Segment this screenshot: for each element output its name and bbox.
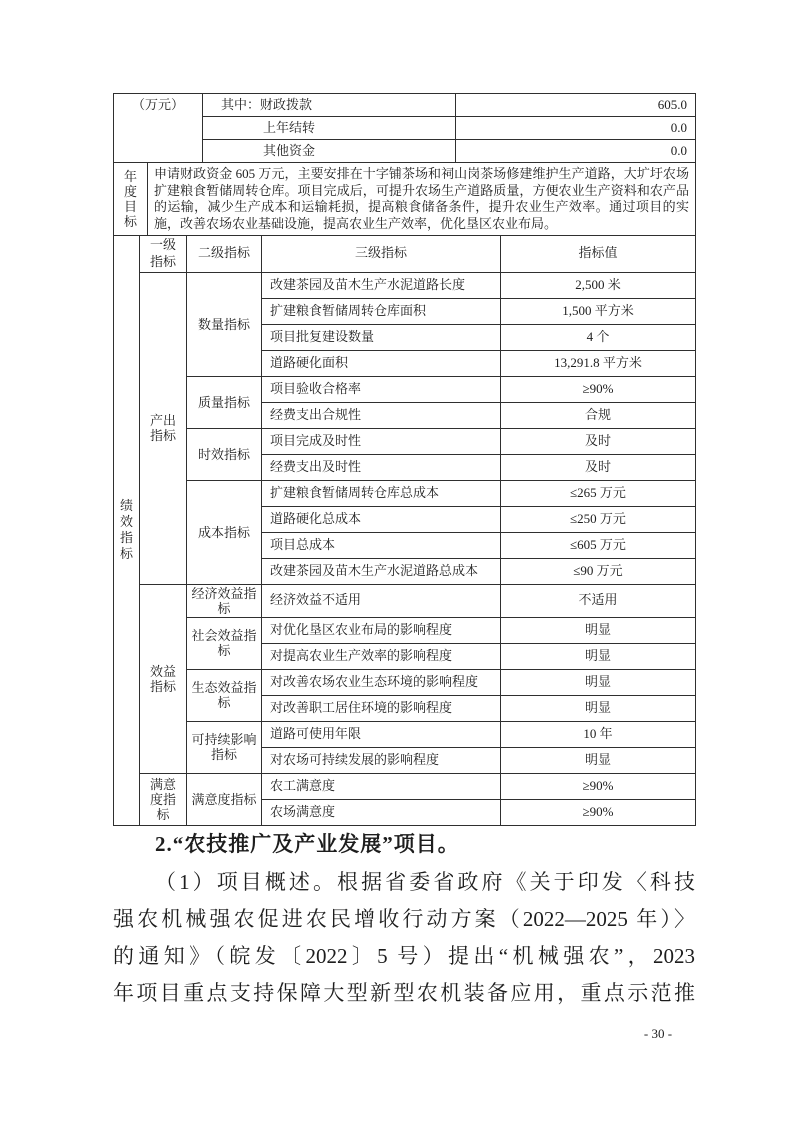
level3-indicator-cell: 扩建粮食暂储周转仓库面积 — [262, 298, 501, 324]
performance-header-cell: 指标值 — [501, 236, 696, 273]
performance-header-cell: 一级指标 — [140, 236, 187, 273]
funding-row-label: 其他资金 — [203, 140, 456, 163]
performance-table-body — [114, 236, 696, 826]
performance-header-row — [114, 236, 696, 273]
funding-row-value: 605.0 — [456, 94, 696, 117]
level3-indicator-cell: 道路可使用年限 — [262, 721, 501, 747]
indicator-row — [114, 669, 696, 695]
performance-header-cell: 二级指标 — [187, 236, 262, 273]
indicator-value-cell: 10 年 — [501, 721, 696, 747]
indicator-value-cell: 2,500 米 — [501, 272, 696, 298]
indicator-value-cell: 明显 — [501, 617, 696, 643]
level1-indicator-cell: 产出指标 — [140, 272, 187, 584]
indicator-row — [114, 272, 696, 298]
funding-row-label: 上年结转 — [203, 117, 456, 140]
funding-row-label: 其中：财政拨款 — [203, 94, 456, 117]
indicator-value-cell: 明显 — [501, 669, 696, 695]
level2-indicator-cell: 满意度指标 — [187, 773, 262, 825]
level3-indicator-cell: 对改善农场农业生态环境的影响程度 — [262, 669, 501, 695]
level2-indicator-cell: 可持续影响指标 — [187, 721, 262, 773]
indicator-value-cell: ≤90 万元 — [501, 558, 696, 584]
paragraph-line: 年项目重点支持保障大型新型农机装备应用，重点示范推 — [113, 981, 695, 1005]
level2-indicator-cell: 数量指标 — [187, 272, 262, 376]
level2-indicator-cell: 生态效益指标 — [187, 669, 262, 721]
paragraph-line: 的通知》（皖发〔2022〕5 号）提出“机械强农”，2023 — [113, 944, 695, 968]
indicator-row — [114, 773, 696, 799]
indicator-value-cell: ≤265 万元 — [501, 480, 696, 506]
annual-goal-table — [113, 162, 696, 236]
annual-goal-text: 申请财政资金 605 万元，主要安排在十字铺茶场和祠山岗茶场修建维护生产道路，大圹圩农场扩建粮食暂储周转仓库。项目完成后，可提升农场生产道路质量，方便农业生产资料和农产品的运输，减少生产成本和运输耗损，提高粮食储备条件，提升农业生产效率。通过项目的实施，改善农场农业基础设施，提高农业生产效率，优化垦区农业布局。 — [148, 163, 696, 236]
indicator-row — [114, 480, 696, 506]
indicator-row — [114, 584, 696, 617]
indicator-row — [114, 721, 696, 747]
body-text-section — [113, 824, 695, 1012]
level3-indicator-cell: 农工满意度 — [262, 773, 501, 799]
level2-indicator-cell: 时效指标 — [187, 428, 262, 480]
performance-table — [113, 235, 696, 826]
paragraph-line: 强农机械强农促进农民增收行动方案（2022—2025 年）〉 — [113, 907, 695, 931]
level3-indicator-cell: 扩建粮食暂储周转仓库总成本 — [262, 480, 501, 506]
indicator-value-cell: 及时 — [501, 454, 696, 480]
indicator-row — [114, 617, 696, 643]
indicator-value-cell: 及时 — [501, 428, 696, 454]
level3-indicator-cell: 对优化垦区农业布局的影响程度 — [262, 617, 501, 643]
performance-side-label: 绩 效 指 标 — [114, 236, 140, 826]
indicator-value-cell: ≤605 万元 — [501, 532, 696, 558]
level3-indicator-cell: 改建茶园及苗木生产水泥道路长度 — [262, 272, 501, 298]
level3-indicator-cell: 经费支出合规性 — [262, 402, 501, 428]
level3-indicator-cell: 项目完成及时性 — [262, 428, 501, 454]
indicator-value-cell: 不适用 — [501, 584, 696, 617]
annual-goal-row — [114, 163, 696, 236]
performance-header-cell: 三级指标 — [262, 236, 501, 273]
page-number: - 30 - — [643, 1026, 673, 1041]
funding-row-value: 0.0 — [456, 140, 696, 163]
level2-indicator-cell: 成本指标 — [187, 480, 262, 584]
indicator-value-cell: ≤250 万元 — [501, 506, 696, 532]
funding-row — [114, 94, 696, 117]
level2-indicator-cell: 经济效益指标 — [187, 584, 262, 617]
level3-indicator-cell: 对农场可持续发展的影响程度 — [262, 747, 501, 773]
body-paragraph — [113, 864, 695, 1012]
level3-indicator-cell: 农场满意度 — [262, 799, 501, 825]
level3-indicator-cell: 道路硬化总成本 — [262, 506, 501, 532]
level3-indicator-cell: 项目批复建设数量 — [262, 324, 501, 350]
level3-indicator-cell: 道路硬化面积 — [262, 350, 501, 376]
level2-indicator-cell: 社会效益指标 — [187, 617, 262, 669]
indicator-row — [114, 376, 696, 402]
document-content — [113, 93, 695, 826]
funding-table-body — [114, 94, 696, 163]
indicator-value-cell: 4 个 — [501, 324, 696, 350]
indicator-row — [114, 428, 696, 454]
indicator-value-cell: ≥90% — [501, 376, 696, 402]
indicator-value-cell: 13,291.8 平方米 — [501, 350, 696, 376]
indicator-value-cell: 明显 — [501, 643, 696, 669]
paragraph-line: （1）项目概述。根据省委省政府《关于印发〈科技 — [155, 870, 695, 894]
level1-indicator-cell: 效益指标 — [140, 584, 187, 773]
level3-indicator-cell: 经费支出及时性 — [262, 454, 501, 480]
annual-goal-label: 年 度 目 标 — [114, 163, 148, 236]
level3-indicator-cell: 改建茶园及苗木生产水泥道路总成本 — [262, 558, 501, 584]
level3-indicator-cell: 经济效益不适用 — [262, 584, 501, 617]
indicator-value-cell: 1,500 平方米 — [501, 298, 696, 324]
level3-indicator-cell: 项目总成本 — [262, 532, 501, 558]
level2-indicator-cell: 质量指标 — [187, 376, 262, 428]
indicator-value-cell: 明显 — [501, 695, 696, 721]
level3-indicator-cell: 对改善职工居住环境的影响程度 — [262, 695, 501, 721]
section-heading: 2.“农技推广及产业发展”项目。 — [155, 832, 460, 856]
indicator-value-cell: 明显 — [501, 747, 696, 773]
level3-indicator-cell: 项目验收合格率 — [262, 376, 501, 402]
indicator-value-cell: 合规 — [501, 402, 696, 428]
level3-indicator-cell: 对提高农业生产效率的影响程度 — [262, 643, 501, 669]
indicator-value-cell: ≥90% — [501, 799, 696, 825]
level1-indicator-cell: 满意度指标 — [140, 773, 187, 825]
funding-row-value: 0.0 — [456, 117, 696, 140]
funding-table — [113, 93, 696, 163]
funding-unit-label: （万元） — [114, 94, 203, 163]
indicator-value-cell: ≥90% — [501, 773, 696, 799]
